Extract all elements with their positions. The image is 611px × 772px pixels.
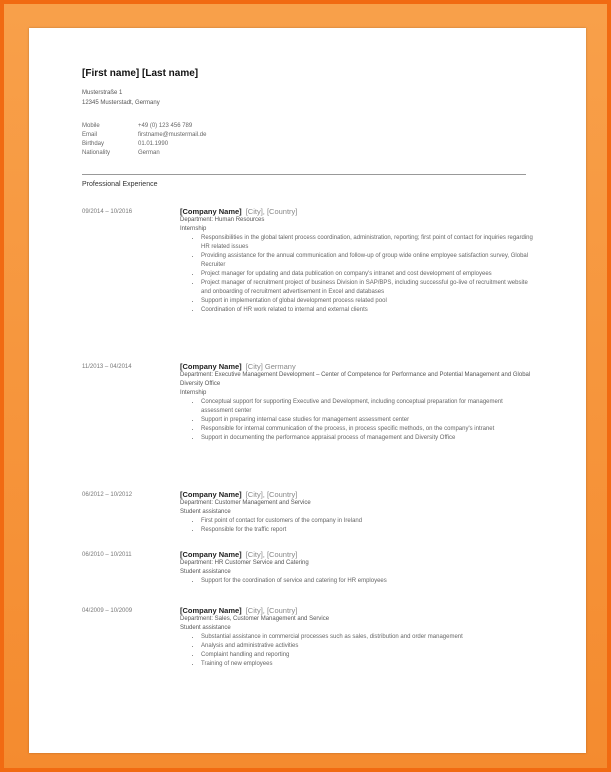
detail-row-mobile xyxy=(82,122,206,131)
responsibility-item: • Support in preparing internal case studies for management assessment center xyxy=(201,416,534,425)
company-label: [Company Name] xyxy=(180,207,242,216)
section-divider xyxy=(82,174,526,175)
responsibility-item: • Support in documenting the performance appraisal process of management and Diversity Office xyxy=(201,434,534,443)
experience-entry xyxy=(82,207,534,315)
entry-dates: 09/2014 – 10/2016 xyxy=(82,209,133,215)
company-city: [City], [Country] xyxy=(245,550,298,559)
detail-row-email xyxy=(82,131,206,140)
role: Student assistance xyxy=(180,625,231,631)
company-name xyxy=(180,606,534,615)
responsibility-item: • Responsible for internal communication of the process, in process specific methods, on the company's intranet xyxy=(201,425,534,434)
detail-label: Nationality xyxy=(82,150,111,156)
department: Department: Executive Management Development – Center of Competence for Performance and Potential Management and Global Diversity Office xyxy=(180,372,531,387)
detail-row-birthday xyxy=(82,140,206,149)
responsibility-list xyxy=(180,517,534,535)
department: Department: Sales, Customer Management and Service xyxy=(180,616,330,622)
entry-dates: 06/2012 – 10/2012 xyxy=(82,492,133,498)
company-label: [Company Name] xyxy=(180,550,242,559)
resume-page xyxy=(29,28,586,753)
department: Department: Customer Management and Service xyxy=(180,500,311,506)
responsibility-list xyxy=(180,398,534,443)
responsibility-item: • Conceptual support for supporting Executive and Development, including conceptual preparation for management assessment center xyxy=(201,398,534,416)
company-city: [City] Germany xyxy=(245,362,296,371)
role: Internship xyxy=(180,226,207,232)
detail-value: German xyxy=(138,150,160,156)
responsibility-list xyxy=(180,234,534,315)
experience-entry xyxy=(82,490,534,535)
role: Student assistance xyxy=(180,569,231,575)
responsibility-item: • First point of contact for customers of the company in Ireland xyxy=(201,517,534,526)
responsibility-list xyxy=(180,633,534,669)
company-label: [Company Name] xyxy=(180,490,242,499)
section-title: Professional Experience xyxy=(82,181,158,188)
company-name xyxy=(180,490,534,499)
responsibility-item: • Responsible for the traffic report xyxy=(201,526,534,535)
page-bottom-fade xyxy=(29,718,586,753)
detail-label: Birthday xyxy=(82,141,105,147)
role: Student assistance xyxy=(180,509,231,515)
department: Department: Human Resources xyxy=(180,217,265,223)
detail-value: 01.01.1990 xyxy=(138,141,169,147)
company-label: [Company Name] xyxy=(180,606,242,615)
experience-entry xyxy=(82,362,534,443)
responsibility-item: • Coordination of HR work related to internal and external clients xyxy=(201,306,534,315)
company-name xyxy=(180,550,534,559)
responsibility-item: • Support in implementation of global development process related pool xyxy=(201,297,534,306)
entry-dates: 06/2010 – 10/2011 xyxy=(82,552,132,558)
company-city: [City], [Country] xyxy=(245,207,298,216)
responsibility-item: • Analysis and administrative activities xyxy=(201,642,534,651)
responsibility-item: • Responsibilities in the global talent process coordination, administration, reporting; first point of contact for inquiries regarding HR related issues xyxy=(201,234,534,252)
experience-entry xyxy=(82,606,534,669)
company-city: [City], [Country] xyxy=(245,490,298,499)
detail-label: Mobile xyxy=(82,123,100,129)
responsibility-item: • Project manager of recruitment project of business Division in SAP/BPS, including successful go-live of recruitment website and onboarding of recruitment advertisement in Excel and databases xyxy=(201,279,534,297)
detail-value: firstname@mustermail.de xyxy=(138,132,207,138)
responsibility-item: • Complaint handling and reporting xyxy=(201,651,534,660)
company-city: [City], [Country] xyxy=(245,606,298,615)
company-name xyxy=(180,207,534,216)
responsibility-item: • Project manager for updating and data publication on company's intranet and cost development of employees xyxy=(201,270,534,279)
detail-row-nationality xyxy=(82,149,206,158)
entry-dates: 11/2013 – 04/2014 xyxy=(82,364,132,370)
personal-details xyxy=(82,122,206,158)
resume-name: [First name] [Last name] xyxy=(82,68,199,79)
company-label: [Company Name] xyxy=(180,362,242,371)
responsibility-list xyxy=(180,577,534,586)
responsibility-item: • Support for the coordination of service and catering for HR employees xyxy=(201,577,534,586)
responsibility-item: • Training of new employees xyxy=(201,660,534,669)
responsibility-item: • Substantial assistance in commercial processes such as sales, distribution and order management xyxy=(201,633,534,642)
responsibility-item: • Providing assistance for the annual communication and follow-up of group wide online employee satisfaction survey, Global Recruiter xyxy=(201,252,534,270)
address-line-1: Musterstraße 1 xyxy=(82,90,123,96)
detail-label: Email xyxy=(82,132,98,138)
detail-value: +49 (0) 123 456 789 xyxy=(138,123,193,129)
role: Internship xyxy=(180,390,207,396)
address-line-2: 12345 Musterstadt, Germany xyxy=(82,100,160,106)
company-name xyxy=(180,362,534,371)
department: Department: HR Customer Service and Catering xyxy=(180,560,309,566)
contact-address xyxy=(82,88,160,108)
experience-entry xyxy=(82,550,534,586)
entry-dates: 04/2009 – 10/2009 xyxy=(82,608,133,614)
